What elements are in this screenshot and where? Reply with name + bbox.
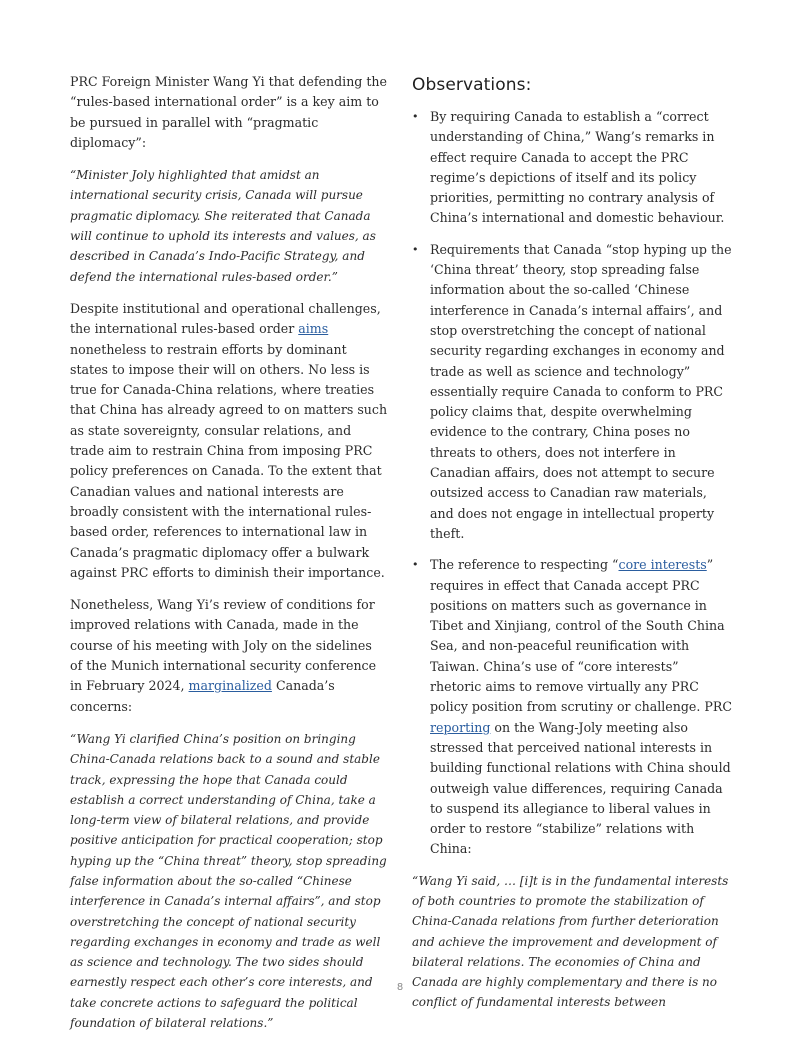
paragraph-text: Canada’s concerns: [70, 678, 335, 714]
list-item [412, 555, 732, 859]
marginalized-link[interactable]: marginalized [188, 678, 272, 694]
paragraph-text: Nonetheless, Wang Yi’s review of conditions for improved relations with Canada, made in the course of his meeting with Joly on the sidelines of the Munich international security conference in February 2024, [70, 597, 377, 694]
wang-yi-said-quote: “Wang Yi said, … [i]t is in the fundamental interests of both countries to promote the stabilization of China-Canada relations from further deterioration and achieve the improvement and development of bilateral relations. The economies of China and Canada are highly complementary and there is no conflict of fundamental interests between [412, 873, 729, 1010]
rules-based-order-paragraph [70, 299, 388, 583]
bullet-icon: • [412, 110, 419, 123]
page-number: 8 [396, 982, 404, 993]
reporting-link[interactable]: reporting [430, 719, 491, 735]
list-item-text-part: on the Wang-Joly meeting also stressed that perceived national interests in building functional relations with China should outweigh value differences, requiring Canada to suspend its allegiance to liberal values in order to restore “stabilize” relations with China: [430, 719, 731, 857]
list-item-text-part: The reference to respecting “ [430, 557, 619, 573]
list-item-text: By requiring Canada to establish a “correct understanding of China,” Wang’s remarks in effect require Canada to accept the PRC regime’s depictions of itself and its policy priorities, permitting no contrary analysis of China’s international and domestic behaviour. [430, 109, 725, 226]
wang-review-paragraph [70, 595, 388, 717]
list-item [412, 107, 732, 229]
wang-quote: “Wang Yi clarified China’s position on bringing China-Canada relations back to a sound and stable track, expressing the hope that Canada could establish a correct understanding of China, take a long-term view of bilateral relations, and provide positive anticipation for practical cooperation; stop hyping up the “China threat” theory, stop spreading false information about the so-called “Chinese interference in Canada’s internal affairs”, and stop overstretching the concept of national security regarding exchanges in economy and trade as well as science and technology. The two sides should earnestly respect each other’s core interests, and take concrete actions to safeguard the political foundation of bilateral relations.” [70, 731, 387, 1031]
list-item-text-part: ” requires in effect that Canada accept PRC positions on matters such as governance in Tibet and Xinjiang, control of the South China Sea, and non-peaceful reunification with Taiwan. China’s use of “core interests” rhetoric aims to remove virtually any PRC policy position from scrutiny or challenge. PRC [430, 557, 732, 715]
core-interests-link[interactable]: core interests [618, 557, 707, 573]
bullet-icon: • [412, 558, 419, 572]
joly-quote: “Minister Joly highlighted that amidst an international security crisis, Canada will pursue pragmatic diplomacy. She reiterated that Canada will continue to uphold its interests and values, as described in Canada’s Indo-Pacific Strategy, and defend the international rules-based order.” [70, 168, 376, 284]
observations-list [412, 107, 732, 860]
paragraph-text: Despite institutional and operational challenges, the international rules-based order [70, 300, 381, 337]
left-column [70, 72, 388, 1045]
list-item [412, 240, 732, 544]
intro-paragraph: PRC Foreign Minister Wang Yi that defending the “rules-based international order” is a key aim to be pursued in parallel with “pragmatic diplomacy”: [70, 74, 387, 150]
aims-link[interactable]: aims [298, 321, 329, 337]
list-item-text: Requirements that Canada “stop hyping up the ‘China threat’ theory, stop spreading false information about the so-called ‘Chinese interference in Canada’s internal affairs’, and stop overstretching the concept of national security regarding exchanges in economy and trade as well as science and technology” essentially require Canada to conform to PRC policy claims that, despite overwhelming evidence to the contrary, China poses no threats to others, does not interfere in Canadian affairs, does not attempt to secure outsized access to Canadian raw materials, and does not engage in intellectual property theft. [430, 241, 732, 541]
observations-heading: Observations: [412, 75, 532, 95]
bullet-icon: • [412, 242, 419, 256]
paragraph-text: nonetheless to restrain efforts by dominant states to impose their will on others. No less is true for Canada-China relations, where treaties that China has already agreed to on matters such as state sovereignty, consular relations, and trade aim to restrain China from imposing PRC policy preferences on Canada. To the extent that Canadian values and national interests are broadly consistent with the international rules-based order, references to international law in Canada’s pragmatic diplomacy offer a bulwark against PRC efforts to diminish their importance. [70, 341, 388, 580]
right-column [412, 72, 732, 1025]
list-item-text [430, 557, 732, 856]
